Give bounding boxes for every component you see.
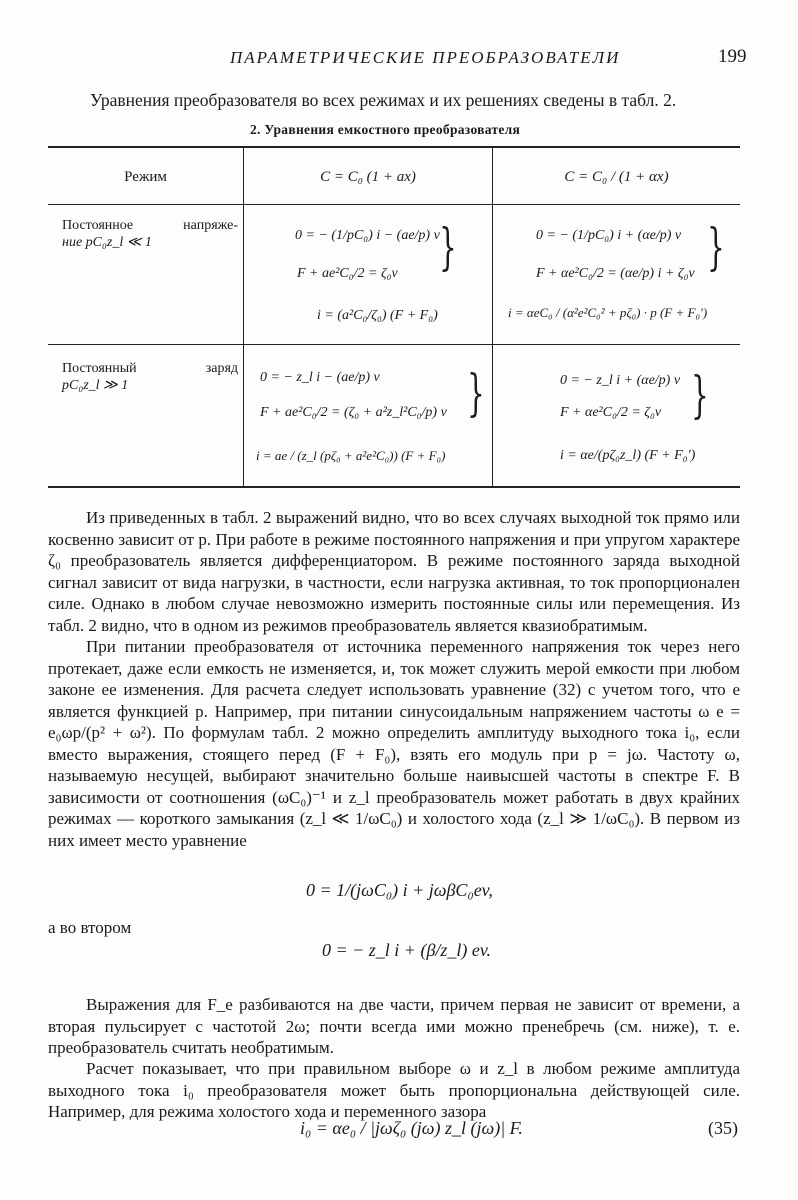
table-row-rule [48, 344, 740, 345]
equation-35-number: (35) [708, 1118, 738, 1138]
equation-short-circuit: 0 = 1/(jωC₀) i + jωβC₀ev, [306, 880, 493, 900]
row1-mode-line1: Постоянное напряже- [62, 218, 238, 233]
row2-right-eq1: 0 = − z_l i + (αe/p) v [560, 373, 681, 388]
col-header-linear: C = C₀ (1 + ax) [320, 169, 416, 185]
table-col-rule-1 [243, 146, 244, 486]
text-and-second: а во втором [48, 918, 132, 937]
row1-left-brace: } [439, 218, 457, 276]
col-header-mode: Режим [124, 169, 167, 185]
intro-sentence: Уравнения преобразователя во всех режимах и их решениях сведены в табл. 2. [90, 90, 677, 110]
table-col-rule-2 [492, 146, 493, 486]
row1-mode-line2: ние pC₀z_l ≪ 1 [62, 235, 152, 250]
paragraph-3 [48, 994, 740, 1059]
row2-right-eq2: F + αe²C₀/2 = ζ₀v [560, 405, 662, 420]
running-title: ПАРАМЕТРИЧЕСКИЕ ПРЕОБРАЗОВАТЕЛИ [230, 48, 621, 67]
paragraph-1 [48, 507, 740, 636]
row1-right-eq1: 0 = − (1/pC₀) i + (αe/p) v [536, 228, 682, 243]
row1-right-brace: } [707, 218, 725, 276]
row2-mode-line2: pC₀z_l ≫ 1 [62, 378, 129, 393]
row1-right-eq2: F + αe²C₀/2 = (αe/p) i + ζ₀v [536, 266, 695, 281]
row1-left-eq2: F + ae²C₀/2 = ζ₀v [297, 266, 398, 281]
paragraph-1-text: Из приведенных в табл. 2 выражений видно, что во всех случаях выходной ток прямо или косвенно зависит от p. При работе в режиме постоянного напряжения и при упругом характере ζ₀ преобразователь является дифференциатором. В режиме постоянного заряда выходной сигнал зависит от вида нагрузки, в частности, если нагрузка активная, то ток пропорционален силе. Однако в любом случае невозможно измерить постоянные силы или перемещения. Из табл. 2 видно, что в одном из режимов преобразователь является квазиобратимым. [48, 508, 740, 635]
page-number: 199 [718, 46, 747, 67]
row1-left-eq1: 0 = − (1/pC₀) i − (ae/p) v [295, 228, 440, 243]
row2-mode-line1: Постоянный заряд [62, 361, 238, 376]
equation-35: i₀ = αe₀ / |jωζ₀ (jω) z_l (jω)| F. [300, 1118, 523, 1138]
row2-right-brace: } [691, 366, 709, 424]
col-header-inverse: C = C₀ / (1 + αx) [564, 169, 669, 185]
paragraph-2 [48, 636, 740, 851]
paragraph-2-text: При питании преобразователя от источника переменного напряжения ток через него протекает, даже если емкость не изменяется, и, ток может служить мерой емкости при любом законе ее изменения. Для расчета следует использовать уравнение (32) с учетом того, что e является функцией p. Например, при питании синусоидальным напряжением частоты ω e = e₀ωp/(p² + ω²). По формулам табл. 2 можно определить амплитуду выходного тока i₀, если вместо выражения, стоящего перед (F + F₀), взять его модуль при p = jω. Частоту ω, называемую несущей, выбирают значительно больше наивысшей частоты в спектре F. В зависимости от соотношения (ωC₀)⁻¹ и z_l преобразователь может работать в двух крайних режимах — короткого замыкания (z_l ≪ 1/ωC₀) и холостого хода (z_l ≫ 1/ωC₀). В первом из них имеет место уравнение [48, 637, 740, 850]
table-caption: 2. Уравнения емкостного преобразователя [250, 122, 521, 137]
equation-open-circuit: 0 = − z_l i + (β/z_l) ev. [322, 940, 492, 960]
paragraph-4 [48, 1058, 740, 1123]
row2-right-eq3: i = αe/(pζ₀z_l) (F + F₀′) [560, 448, 696, 463]
table-top-rule [48, 146, 740, 148]
row2-left-eq1: 0 = − z_l i − (ae/p) v [260, 370, 380, 385]
row1-left-eq3: i = (a²C₀/ζ₀) (F + F₀) [317, 308, 438, 323]
row2-left-brace: } [467, 364, 485, 422]
paragraph-4-text: Расчет показывает, что при правильном выборе ω и z_l в любом режиме амплитуда выходного тока i₀ преобразователя может быть пропорциональна действующей силе. Например, для режима холостого хода и переменного зазора [48, 1059, 740, 1121]
table-header-rule [48, 204, 740, 205]
table-bottom-rule [48, 486, 740, 488]
paragraph-3-text: Выражения для F_e разбиваются на две части, причем первая не зависит от времени, а вторая пульсирует с частотой 2ω; почти всегда ими можно пренебречь (см. ниже), т. е. преобразователь считать необратимым. [48, 995, 740, 1057]
row2-left-eq2: F + ae²C₀/2 = (ζ₀ + a²z_l²C₀/p) v [260, 405, 447, 420]
row1-right-eq3: i = αeC₀ / (α²e²C₀² + pζ₀) · p (F + F₀′) [508, 305, 708, 320]
row2-left-eq3: i = ae / (z_l (pζ₀ + a²e²C₀)) (F + F₀) [256, 448, 446, 463]
